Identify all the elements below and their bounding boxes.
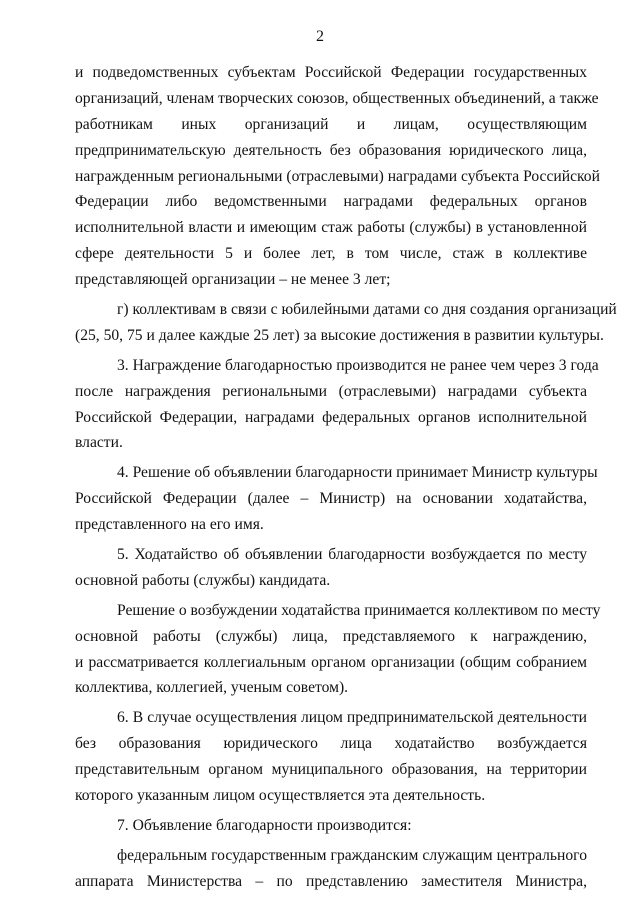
text-line: представленного на его имя.: [75, 516, 264, 534]
text-line: и подведомственных субъектам Российской Федерации государственных: [75, 64, 587, 81]
text-line: работникам иных организаций и лицам, осуществляющим: [75, 115, 587, 133]
text-line: награжденным региональными (отраслевыми) наградами субъекта Российской: [75, 167, 600, 185]
text-line: 3. Награждение благодарностью производится не ранее чем через 3 года: [117, 356, 599, 374]
text-line: основной работы (службы) кандидата.: [75, 571, 331, 589]
text-line: Решение о возбуждении ходатайства принимается коллективом по месту: [117, 601, 601, 619]
text-line: коллектива, коллегией, ученым советом).: [75, 679, 349, 697]
text-line: 6. В случае осуществления лицом предпринимательской деятельности: [117, 709, 587, 727]
paragraph: [75, 460, 598, 538]
text-line: после награждения региональными (отраслевыми) наградами субъекта: [75, 382, 587, 400]
paragraph: [75, 598, 601, 702]
document-body: [75, 60, 617, 895]
paragraph: [75, 705, 587, 809]
text-line: исполнительной власти и имеющим стаж работы (службы) в установленной: [75, 219, 587, 237]
text-line: представительным органом муниципального образования, на территории: [75, 761, 587, 779]
text-line: организаций, членам творческих союзов, общественных объединений, а также: [75, 89, 599, 107]
text-line: которого указанным лицом осуществляется эта деятельность.: [75, 787, 486, 805]
paragraph: [75, 297, 617, 349]
paragraph: [75, 60, 600, 293]
text-line: г) коллективам в связи с юбилейными датами со дня создания организаций: [117, 301, 617, 319]
text-line: Федерации либо ведомственными наградами федеральных органов: [75, 193, 587, 211]
text-line: основной работы (службы) лица, представляемого к награждению,: [75, 627, 587, 645]
paragraph: [75, 813, 587, 839]
text-line: 7. Объявление благодарности производится:: [117, 816, 412, 834]
text-line: Российской Федерации, наградами федеральных органов исполнительной: [75, 408, 587, 426]
text-line: сфере деятельности 5 и более лет, в том числе, стаж в коллективе: [75, 245, 587, 263]
paragraph: [75, 353, 599, 457]
text-line: 4. Решение об объявлении благодарности принимает Министр культуры: [117, 464, 598, 482]
text-line: власти.: [75, 434, 123, 452]
page-number: 2: [316, 28, 324, 45]
text-line: Российской Федерации (далее – Министр) на основании ходатайства,: [75, 490, 587, 508]
text-line: представляющей организации – не менее 3 лет;: [75, 271, 391, 289]
text-line: без образования юридического лица ходатайство возбуждается: [75, 735, 587, 753]
text-line: федеральным государственным гражданским служащим центрального: [117, 846, 587, 864]
text-line: 5. Ходатайство об объявлении благодарности возбуждается по месту: [117, 546, 587, 564]
paragraph: [75, 843, 587, 895]
paragraph: [75, 542, 587, 594]
text-line: (25, 50, 75 и далее каждые 25 лет) за высокие достижения в развитии культуры.: [75, 326, 604, 344]
text-line: и рассматривается коллегиальным органом организации (общим собранием: [75, 653, 587, 671]
text-line: аппарата Министерства – по представлению заместителя Министра,: [75, 872, 587, 890]
text-line: предпринимательскую деятельность без образования юридического лица,: [75, 141, 587, 159]
